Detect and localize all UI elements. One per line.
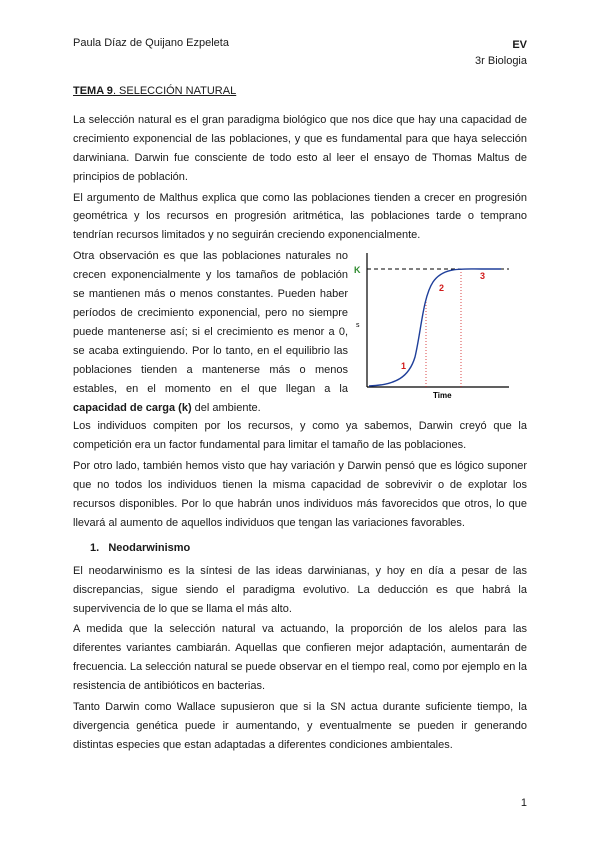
header-course: 3r Biologia	[475, 55, 527, 67]
x-axis-label: Time	[433, 391, 452, 401]
section-paragraph-2: A medida que la selección natural va actuando, la proporción de los alelos para las diferentes variantes cambiarán. Aquellas que confieren mejor adaptación, aumentarán de frecuencia. La selección natural se puede observar en el tiempo real, como por ejemplo en la resistencia de antibióticos en bacterias.	[73, 623, 527, 693]
section-title: Neodarwinismo	[108, 541, 191, 554]
figure-section	[73, 247, 527, 417]
k-label: K	[354, 265, 361, 276]
document-body	[73, 82, 527, 757]
paragraph-3-end: del ambiente.	[191, 401, 261, 414]
section-paragraph-1: El neodarwinismo es la síntesi de las ideas darwinianas, y hoy en día a pesar de las discrepancias, sigue siendo el paradigma evolutivo. La deducción es que habrá la supervivencia de lo que se llama el más alto.	[73, 564, 527, 615]
section-number: 1.	[90, 541, 100, 554]
section-paragraph-3: Tanto Darwin como Wallace supusieron que si la SN actua durante suficiente tiempo, la divergencia genética puede ir aumentando, y eventualmente se pueden ir generando distintas especies que estan adaptadas a diferentes condiciones ambientales.	[73, 701, 527, 751]
page-title	[73, 82, 527, 101]
logistic-growth-figure	[351, 247, 529, 407]
paragraph-3	[73, 247, 348, 417]
section-heading-1	[90, 539, 527, 558]
paragraph-2: El argumento de Malthus explica que como las poblaciones tienden a crecer en progresión geométrica y los recursos en progresión aritmética, las poblaciones tarde o temprano tendrían recursos limitados y no seguirán creciendo exponencialmente.	[73, 191, 527, 242]
y-axis-label: s	[356, 322, 360, 330]
growth-curve	[369, 269, 501, 386]
phase-label-2: 2	[439, 283, 445, 294]
title-prefix: TEMA 9	[73, 85, 113, 97]
paragraph-4: Los individuos compiten por los recursos, y como ya sabemos, Darwin creyó que la competición era un factor fundamental para limitar el tamaño de las poblaciones.	[73, 420, 527, 452]
header-author: Paula Díaz de Quijano Ezpeleta	[73, 37, 229, 49]
paragraph-5: Por otro lado, también hemos visto que hay variación y Darwin pensó que es lógico suponer que no todos los individuos tienen la misma capacidad de sobrevivir o de explotar los recursos disponibles. Por lo que habrán unos individuos más favorecidos que otros, lo que llevará al aumento de aquellos individuos que tengan las variaciones favorables.	[73, 460, 527, 529]
paragraph-3-main: Otra observación es que las poblaciones naturales no crecen exponencialmente y los tamaños de población se mantienen más o menos constantes. Pueden haber períodos de crecimiento exponencial, pero no siempre puede mantenerse así; si el crecimiento es menor a 0, se acaba extinguiendo. Por lo tanto, en el equilibrio las poblaciones tienden a mantenerse más o menos estables, en el momento en el que llegan a la	[73, 250, 348, 395]
title-rest: . SELECCIÓN NATURAL	[112, 85, 237, 97]
carrying-capacity-term: capacidad de carga (k)	[73, 401, 192, 414]
phase-label-3: 3	[480, 271, 486, 282]
header-tag: EV	[512, 39, 527, 51]
header-right	[475, 37, 527, 69]
page-number: 1	[520, 797, 527, 809]
paragraph-1: La selección natural es el gran paradigma biológico que nos dice que hay una capacidad de crecimiento exponencial de las poblaciones, y que es fundamental para que haya selección darwiniana. Darwin fue consciente de todo esto al leer el ensayo de Thomas Maltus de principios de población.	[73, 113, 527, 183]
phase-label-1: 1	[401, 361, 407, 372]
